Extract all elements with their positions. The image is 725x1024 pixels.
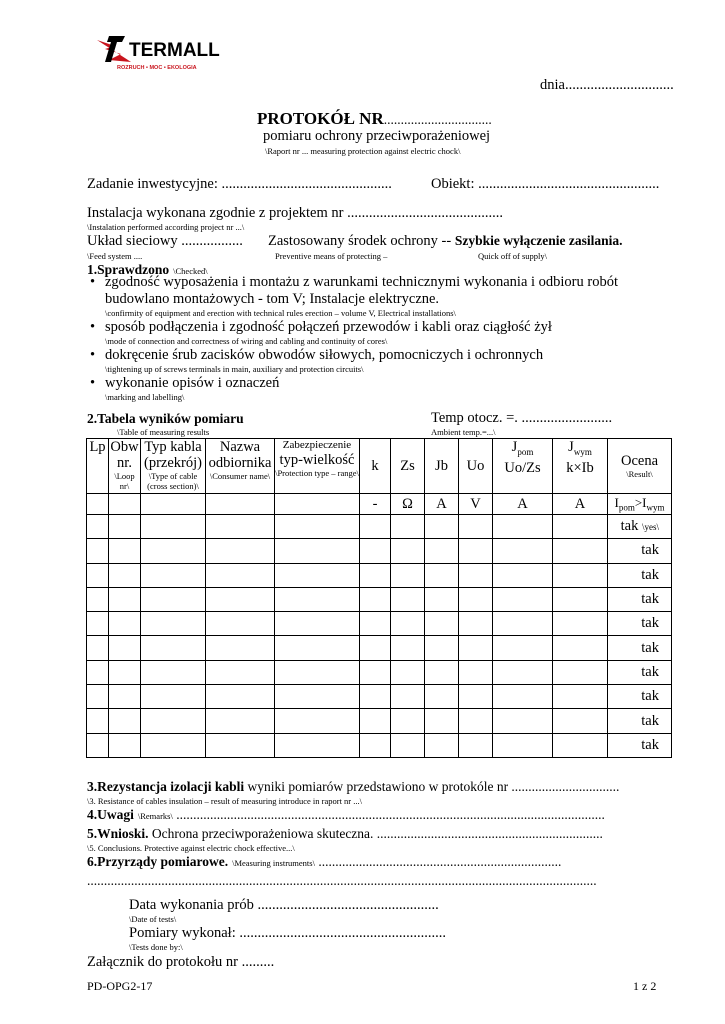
task-line: Zadanie inwestycyjne: ............................................... bbox=[87, 176, 392, 192]
insulation-line: 3.Rezystancja izolacji kabli wyniki pomiarów przedstawiono w protokóle nr ................................ bbox=[87, 779, 620, 794]
title-dots: ................................ bbox=[383, 112, 492, 127]
test-date: Data wykonania prób .................................................. bbox=[129, 897, 439, 913]
check-en: \mode of connection and correctness of wiring and cabling and continuity of cores\ bbox=[105, 336, 388, 346]
checks-list bbox=[90, 274, 710, 403]
table-row bbox=[87, 660, 672, 684]
table-row bbox=[87, 587, 672, 611]
unit-jwym: A bbox=[553, 494, 608, 515]
ambient-temp-en: Ambient temp.=...\ bbox=[431, 427, 496, 437]
col-zs: Zs bbox=[391, 439, 425, 494]
col-nazwa: Nazwa odbiornika \Consumer name\ bbox=[206, 439, 275, 494]
install-en: \Instalation performed according project nr ...\ bbox=[87, 222, 245, 232]
checked-title: 1.Sprawdzono bbox=[87, 262, 170, 277]
protection-line bbox=[268, 233, 622, 250]
page-title bbox=[257, 109, 492, 129]
table-row bbox=[87, 539, 672, 563]
instruments-line: 6.Przyrządy pomiarowe. \Measuring instruments\ ........................................................................ bbox=[87, 854, 562, 869]
tested-by-en: \Tests done by:\ bbox=[129, 942, 183, 952]
col-jwym: $J_{wym}$ k×Ib bbox=[553, 439, 608, 494]
ambient-temp: Temp otocz. =. ......................... bbox=[431, 410, 613, 426]
date-line: dnia.............................. bbox=[540, 77, 674, 93]
check-text: zgodność wyposażenia i montażu z warunkami technicznymi wykonania i odbioru robót budowlano montażowych - tom V; Instalacje elektryczne. bbox=[105, 274, 618, 307]
col-k: k bbox=[360, 439, 391, 494]
attachment-line: Załącznik do protokołu nr ......... bbox=[87, 954, 275, 970]
table-row bbox=[87, 709, 672, 733]
col-ocena: Ocena \Result\ bbox=[608, 439, 672, 494]
col-obw: Obw nr. \Loop nr\ bbox=[109, 439, 141, 494]
table-row bbox=[87, 636, 672, 660]
footer-code: PD-OPG2-17 bbox=[87, 979, 153, 993]
subtitle-en: \Raport nr ... measuring protection against electric chock\ bbox=[265, 146, 461, 156]
check-text: wykonanie opisów i oznaczeń bbox=[105, 375, 280, 391]
bullet-icon: • bbox=[90, 319, 96, 335]
col-jpom: $J_{pom}$ Uo/Zs bbox=[493, 439, 553, 494]
col-typ: Typ kabla (przekrój) \Type of cable (cross section)\ bbox=[141, 439, 206, 494]
result-cell: tak bbox=[608, 660, 672, 684]
checked-en: \Checked\ bbox=[173, 266, 208, 276]
insulation-en: \3. Resistance of cables insulation – result of measuring introduce in raport nr ...\ bbox=[87, 796, 363, 806]
check-item bbox=[90, 319, 710, 347]
unit-uo: V bbox=[459, 494, 493, 515]
result-cell: tak bbox=[608, 685, 672, 709]
install-line: Instalacja wykonana zgodnie z projektem nr ........................................... bbox=[87, 205, 503, 221]
remarks-line: 4.Uwagi \Remarks\ ............................................................................................................................... bbox=[87, 807, 605, 822]
result-cell: tak bbox=[608, 709, 672, 733]
table-row bbox=[87, 733, 672, 757]
table-row bbox=[87, 612, 672, 636]
bullet-icon: • bbox=[90, 375, 96, 391]
check-item bbox=[90, 375, 710, 403]
check-en: \tightening up of screws terminals in main, auxiliary and protection circuits\ bbox=[105, 364, 364, 374]
check-text: sposób podłączenia i zgodność połączeń przewodów i kabli oraz ciągłość żył bbox=[105, 319, 552, 335]
unit-jb: A bbox=[425, 494, 459, 515]
protection-en: Preventive means of protecting – bbox=[275, 251, 388, 261]
network-en: \Feed system .... bbox=[87, 251, 143, 261]
termall-logo bbox=[95, 32, 220, 74]
network-line: Układ sieciowy ................. bbox=[87, 233, 243, 249]
result-cell: tak bbox=[608, 563, 672, 587]
col-lp: Lp bbox=[87, 439, 109, 494]
protection-value-en: Quick off of supply\ bbox=[478, 251, 548, 261]
conclusions-line: 5.Wnioski. Ochrona przeciwporażeniowa skuteczna. ................................................................... bbox=[87, 826, 603, 841]
result-cell: tak bbox=[608, 636, 672, 660]
protection-value: Szybkie wyłączenie zasilania. bbox=[454, 233, 623, 248]
bullet-icon: • bbox=[90, 347, 96, 363]
protection-label: Zastosowany środek ochrony -- bbox=[268, 233, 452, 249]
col-zab: Zabezpieczenie typ-wielkość \Protection type – range\ bbox=[275, 439, 360, 494]
table-row bbox=[87, 685, 672, 709]
result-cell: tak \yes\ bbox=[608, 515, 672, 539]
check-item bbox=[90, 347, 710, 375]
bullet-icon: • bbox=[90, 274, 96, 290]
object-line: Obiekt: .................................................. bbox=[431, 176, 660, 192]
logo-tagline: ROZRUCH • MOC • EKOLOGIA bbox=[117, 65, 197, 71]
result-cell: tak bbox=[608, 612, 672, 636]
logo-text: TERMALL bbox=[129, 40, 220, 61]
unit-zs: Ω bbox=[391, 494, 425, 515]
table-row bbox=[87, 515, 672, 539]
title-text: PROTOKÓŁ NR bbox=[257, 109, 384, 128]
table-heading bbox=[87, 410, 244, 428]
check-item bbox=[90, 274, 665, 319]
units-row bbox=[87, 494, 672, 515]
subtitle: pomiaru ochrony przeciwporażeniowej bbox=[263, 128, 491, 144]
table-title: 2.Tabela wyników pomiaru bbox=[87, 411, 244, 426]
unit-jpom: A bbox=[493, 494, 553, 515]
result-cell: tak bbox=[608, 733, 672, 757]
table-title-en: \Table of measuring results bbox=[117, 427, 210, 437]
result-cell: tak bbox=[608, 539, 672, 563]
col-uo: Uo bbox=[459, 439, 493, 494]
check-en: \marking and labelling\ bbox=[105, 392, 185, 402]
check-en: \confirmity of equipment and erection with technical rules erection – volume V, Electrical installations\ bbox=[105, 308, 456, 318]
col-jb: Jb bbox=[425, 439, 459, 494]
check-text: dokręcenie śrub zacisków obwodów siłowych, pomocniczych i ochronnych bbox=[105, 347, 544, 363]
header-row bbox=[87, 439, 672, 494]
unit-k: - bbox=[360, 494, 391, 515]
result-cell: tak bbox=[608, 587, 672, 611]
table-row bbox=[87, 563, 672, 587]
test-date-en: \Date of tests\ bbox=[129, 914, 177, 924]
tested-by: Pomiary wykonał: ......................................................... bbox=[129, 925, 446, 941]
results-table bbox=[86, 438, 672, 758]
instruments-line-2: ....................................................................................................................................................... bbox=[87, 873, 597, 888]
footer-page: 1 z 2 bbox=[633, 979, 657, 993]
unit-ocena: $I_{pom}>I_{wym}$ bbox=[608, 494, 672, 515]
conclusions-en: \5. Conclusions. Protective against electric chock effective...\ bbox=[87, 843, 295, 853]
